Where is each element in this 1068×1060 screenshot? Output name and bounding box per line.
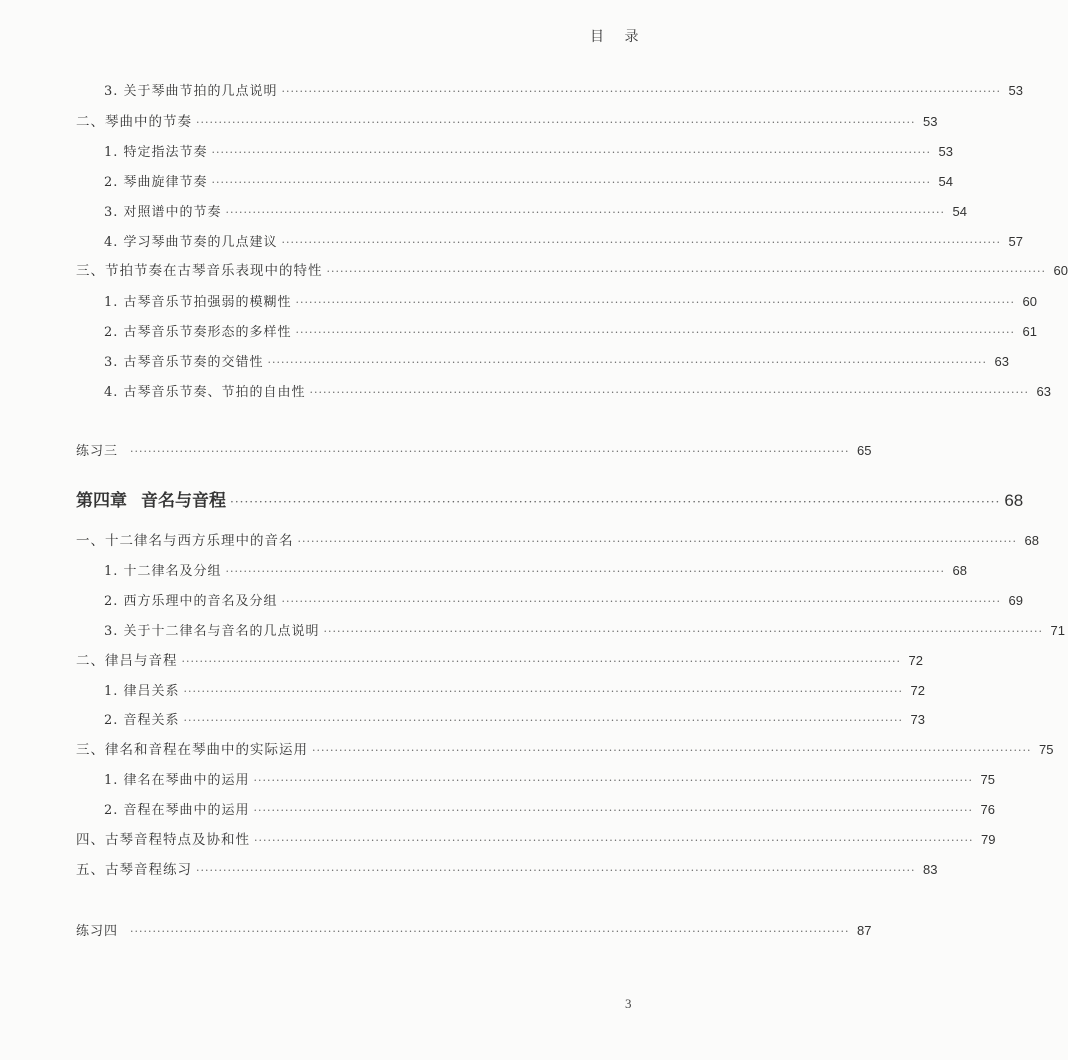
leader-dots: ································································································································································ bbox=[295, 296, 1015, 309]
toc-entry-label: 3. 关于琴曲节拍的几点说明 bbox=[104, 84, 278, 99]
toc-entry[interactable] bbox=[104, 680, 925, 702]
toc-entry-label: 五、古琴音程练习 bbox=[76, 862, 192, 878]
toc-entry-page: 72 bbox=[908, 653, 923, 668]
leader-dots: ································································································································································ bbox=[130, 445, 850, 458]
toc-entry-label: 3. 对照谱中的节奏 bbox=[104, 205, 222, 220]
leader-dots: ································································································································································ bbox=[196, 116, 916, 129]
toc-entry-page: 87 bbox=[857, 923, 872, 938]
toc-entry[interactable] bbox=[104, 590, 1023, 612]
toc-entry[interactable] bbox=[104, 201, 967, 223]
toc-entry[interactable] bbox=[104, 709, 925, 731]
leader-dots: ································································································································································ bbox=[323, 625, 1043, 638]
leader-dots: ································································································································································ bbox=[196, 864, 916, 877]
leader-dots: ································································································································································ bbox=[253, 804, 973, 817]
toc-entry[interactable] bbox=[104, 799, 995, 821]
toc-entry-page: 75 bbox=[980, 772, 995, 787]
leader-dots: ································································································································································ bbox=[183, 714, 903, 727]
toc-entry-page: 63 bbox=[994, 354, 1009, 369]
toc-entry-page: 63 bbox=[1036, 384, 1051, 399]
toc-entry-label: 2. 琴曲旋律节奏 bbox=[104, 175, 208, 190]
toc-entry[interactable] bbox=[104, 769, 995, 791]
toc-entry-label: 4. 学习琴曲节奏的几点建议 bbox=[104, 235, 278, 250]
toc-entry[interactable] bbox=[76, 530, 1039, 552]
toc-entry[interactable] bbox=[76, 829, 996, 851]
leader-dots: ································································································································································ bbox=[211, 176, 931, 189]
toc-entry-label: 二、琴曲中的节奏 bbox=[76, 114, 192, 130]
toc-exercise-entry[interactable] bbox=[76, 920, 872, 942]
toc-entry-label: 二、律吕与音程 bbox=[76, 653, 178, 669]
toc-chapter-entry[interactable] bbox=[76, 487, 1024, 515]
toc-entry-label: 3. 关于十二律名与音名的几点说明 bbox=[104, 624, 320, 639]
toc-entry-page: 75 bbox=[1038, 742, 1054, 757]
toc-entry-page: 73 bbox=[910, 712, 925, 727]
toc-entry[interactable] bbox=[76, 260, 1068, 282]
toc-entry[interactable] bbox=[104, 291, 1037, 313]
toc-entry-page: 53 bbox=[938, 144, 953, 159]
toc-entry-page: 54 bbox=[938, 174, 953, 189]
toc-entry[interactable] bbox=[104, 381, 1051, 403]
toc-entry-label: 3. 古琴音乐节奏的交错性 bbox=[104, 355, 264, 370]
toc-entry[interactable] bbox=[104, 351, 1009, 373]
toc-exercise-entry[interactable] bbox=[76, 440, 872, 462]
leader-dots: ································································································································································ bbox=[130, 925, 850, 938]
toc-entry-label: 1. 十二律名及分组 bbox=[104, 564, 222, 579]
running-head: 目 录 bbox=[590, 29, 647, 45]
toc-entry-label: 练习四 bbox=[76, 924, 119, 939]
toc-entry-page: 57 bbox=[1008, 234, 1023, 249]
toc-entry-label: 2. 西方乐理中的音名及分组 bbox=[104, 594, 278, 609]
leader-dots: ································································································································································ bbox=[225, 206, 945, 219]
toc-entry-page: 53 bbox=[1008, 83, 1023, 98]
toc-entry-page: 72 bbox=[910, 683, 925, 698]
toc-entry-page: 68 bbox=[1024, 533, 1039, 548]
toc-entry-label: 2. 音程在琴曲中的运用 bbox=[104, 803, 250, 818]
toc-entry[interactable] bbox=[76, 111, 938, 133]
toc-entry-label: 四、古琴音程特点及协和性 bbox=[76, 832, 250, 848]
toc-entry-page: 76 bbox=[980, 802, 995, 817]
toc-entry[interactable] bbox=[104, 560, 967, 582]
toc-entry-page: 60 bbox=[1022, 294, 1037, 309]
toc-entry[interactable] bbox=[104, 321, 1037, 343]
toc-entry-label: 1. 律名在琴曲中的运用 bbox=[104, 773, 250, 788]
leader-dots: ································································································································································ bbox=[281, 85, 1001, 98]
leader-dots: ································································································································································ bbox=[295, 326, 1015, 339]
leader-dots: ································································································································································ bbox=[254, 834, 974, 847]
toc-entry-page: 53 bbox=[922, 114, 938, 129]
toc-entry-label: 1. 古琴音乐节拍强弱的模糊性 bbox=[104, 295, 292, 310]
chapter-title: 音名与音程 bbox=[141, 491, 226, 511]
toc-entry-label: 练习三 bbox=[76, 444, 119, 459]
toc-entry-page: 69 bbox=[1008, 593, 1023, 608]
toc-entry[interactable] bbox=[104, 141, 953, 163]
toc-entry-page: 65 bbox=[857, 443, 872, 458]
leader-dots: ································································································································································ bbox=[183, 685, 903, 698]
toc-entry-label: 1. 特定指法节奏 bbox=[104, 145, 208, 160]
leader-dots: ································································································································································ bbox=[181, 655, 901, 668]
toc-entry[interactable] bbox=[76, 650, 923, 672]
toc-entry-page: 71 bbox=[1050, 623, 1065, 638]
toc-entry[interactable] bbox=[104, 80, 1023, 102]
toc-entry-page: 60 bbox=[1053, 263, 1068, 278]
toc-entry-label: 1. 律吕关系 bbox=[104, 684, 180, 699]
toc-entry[interactable] bbox=[104, 620, 1065, 642]
leader-dots: ································································································································································ bbox=[253, 774, 973, 787]
leader-dots: ································································································································································ bbox=[326, 265, 1046, 278]
toc-entry[interactable] bbox=[76, 739, 1054, 761]
toc-entry-label: 一、十二律名与西方乐理中的音名 bbox=[76, 533, 294, 549]
leader-dots: ································································································································································ bbox=[297, 535, 1017, 548]
toc-entry-label: 三、节拍节奏在古琴音乐表现中的特性 bbox=[76, 263, 323, 279]
leader-dots: ································································································································································ bbox=[312, 744, 1032, 757]
leader-dots: ································································································································································ bbox=[267, 356, 987, 369]
toc-entry-page: 61 bbox=[1022, 324, 1037, 339]
toc-entry-label: 2. 古琴音乐节奏形态的多样性 bbox=[104, 325, 292, 340]
leader-dots: ································································································································································ bbox=[230, 495, 1001, 509]
toc-entry[interactable] bbox=[104, 171, 953, 193]
chapter-heading bbox=[76, 487, 226, 515]
leader-dots: ································································································································································ bbox=[281, 595, 1001, 608]
toc-entry[interactable] bbox=[104, 231, 1023, 253]
toc-entry-label: 三、律名和音程在琴曲中的实际运用 bbox=[76, 742, 308, 758]
toc-entry-page: 54 bbox=[952, 204, 967, 219]
toc-entry-page: 68 bbox=[1004, 491, 1024, 510]
toc-entry-label: 4. 古琴音乐节奏、节拍的自由性 bbox=[104, 385, 306, 400]
page-number: 3 bbox=[625, 996, 632, 1011]
leader-dots: ································································································································································ bbox=[211, 146, 931, 159]
chapter-number: 第四章 bbox=[76, 491, 127, 511]
toc-entry-label: 2. 音程关系 bbox=[104, 713, 180, 728]
leader-dots: ································································································································································ bbox=[309, 386, 1029, 399]
toc-entry[interactable] bbox=[76, 859, 938, 881]
toc-entry-page: 83 bbox=[922, 862, 938, 877]
leader-dots: ································································································································································ bbox=[281, 236, 1001, 249]
toc-entry-page: 79 bbox=[980, 832, 996, 847]
leader-dots: ································································································································································ bbox=[225, 565, 945, 578]
toc-entry-page: 68 bbox=[952, 563, 967, 578]
